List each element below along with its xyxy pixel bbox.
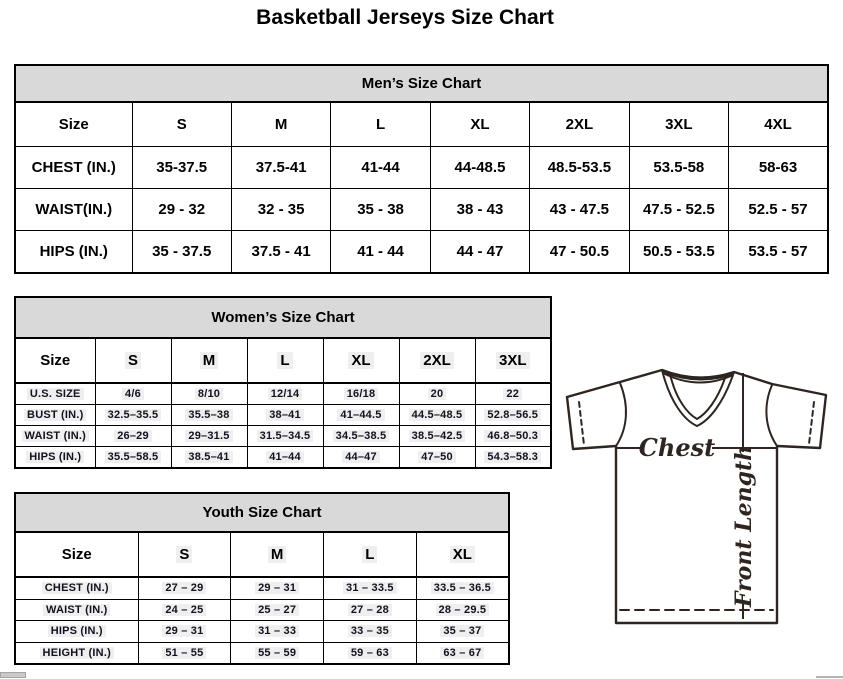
table-cell: 29 – 31	[231, 577, 324, 599]
table-cell: 29 - 32	[132, 189, 231, 231]
column-header: 2XL	[530, 102, 629, 147]
table-row	[15, 231, 828, 274]
table-cell: 27 – 29	[138, 577, 231, 599]
table-cell: 35 - 38	[331, 189, 430, 231]
table-cell: 44.5–48.5	[399, 405, 475, 426]
row-label: WAIST (IN.)	[15, 599, 138, 621]
row-label: CHEST (IN.)	[15, 147, 132, 189]
table-cell: 31 – 33	[231, 621, 324, 643]
table-cell: 25 – 27	[231, 599, 324, 621]
table-title-row	[15, 493, 509, 532]
youth-size-table	[14, 492, 510, 665]
row-label: WAIST(IN.)	[15, 189, 132, 231]
table-cell: 35-37.5	[132, 147, 231, 189]
table-cell: 26–29	[95, 426, 171, 447]
womens-size-table	[14, 296, 552, 469]
table-cell: 32.5–35.5	[95, 405, 171, 426]
table-cell: 54.3–58.3	[475, 447, 551, 469]
table-cell: 38–41	[247, 405, 323, 426]
table-row	[15, 383, 551, 405]
table-cell: 46.8–50.3	[475, 426, 551, 447]
table-cell: 33.5 – 36.5	[416, 577, 509, 599]
table-cell: 16/18	[323, 383, 399, 405]
table-cell: 51 – 55	[138, 642, 231, 664]
table-cell: 53.5-58	[629, 147, 728, 189]
table-cell: 44-48.5	[430, 147, 529, 189]
jersey-outline-icon	[567, 370, 826, 623]
table-cell: 24 – 25	[138, 599, 231, 621]
row-label: HIPS (IN.)	[15, 447, 95, 469]
column-header-row	[15, 532, 509, 577]
table-cell: 48.5-53.5	[530, 147, 629, 189]
table-title: Women’s Size Chart	[15, 297, 551, 338]
column-header-row	[15, 338, 551, 383]
table-cell: 31 – 33.5	[324, 577, 417, 599]
column-header: L	[331, 102, 430, 147]
table-row	[15, 405, 551, 426]
column-header: 4XL	[729, 102, 828, 147]
table-row	[15, 621, 509, 643]
table-cell: 47–50	[399, 447, 475, 469]
mens-size-table	[14, 64, 829, 274]
row-label: HIPS (IN.)	[15, 621, 138, 643]
column-header: XL	[430, 102, 529, 147]
table-cell: 47.5 - 52.5	[629, 189, 728, 231]
row-label: HIPS (IN.)	[15, 231, 132, 274]
horizontal-scrollbar-thumb[interactable]	[0, 672, 26, 678]
table-cell: 43 - 47.5	[530, 189, 629, 231]
row-label: WAIST (IN.)	[15, 426, 95, 447]
row-label: BUST (IN.)	[15, 405, 95, 426]
table-cell: 41-44	[331, 147, 430, 189]
table-cell: 38.5–42.5	[399, 426, 475, 447]
table-cell: 59 – 63	[324, 642, 417, 664]
table-cell: 31.5–34.5	[247, 426, 323, 447]
table-cell: 8/10	[171, 383, 247, 405]
table-cell: 35.5–58.5	[95, 447, 171, 469]
column-header: XL	[416, 532, 509, 577]
table-title-row	[15, 297, 551, 338]
column-header: Size	[15, 532, 138, 577]
column-header: S	[95, 338, 171, 383]
column-header: L	[324, 532, 417, 577]
table-cell: 32 - 35	[231, 189, 330, 231]
column-header: M	[231, 102, 330, 147]
table-row	[15, 599, 509, 621]
table-cell: 44 - 47	[430, 231, 529, 274]
table-cell: 41 - 44	[331, 231, 430, 274]
page-title: Basketball Jerseys Size Chart	[256, 6, 554, 29]
column-header: 3XL	[629, 102, 728, 147]
table-cell: 29–31.5	[171, 426, 247, 447]
table-cell: 53.5 - 57	[729, 231, 828, 274]
table-cell: 63 – 67	[416, 642, 509, 664]
table-cell: 38.5–41	[171, 447, 247, 469]
table-cell: 28 – 29.5	[416, 599, 509, 621]
table-cell: 37.5-41	[231, 147, 330, 189]
table-cell: 52.8–56.5	[475, 405, 551, 426]
table-cell: 50.5 - 53.5	[629, 231, 728, 274]
column-header: 2XL	[399, 338, 475, 383]
table-cell: 20	[399, 383, 475, 405]
horizontal-scrollbar-track	[816, 676, 843, 678]
table-cell: 4/6	[95, 383, 171, 405]
table-cell: 29 – 31	[138, 621, 231, 643]
column-header: XL	[323, 338, 399, 383]
table-cell: 44–47	[323, 447, 399, 469]
row-label: U.S. SIZE	[15, 383, 95, 405]
row-label: CHEST (IN.)	[15, 577, 138, 599]
column-header: Size	[15, 102, 132, 147]
table-cell: 41–44	[247, 447, 323, 469]
column-header: 3XL	[475, 338, 551, 383]
column-header-row	[15, 102, 828, 147]
table-row	[15, 577, 509, 599]
table-cell: 47 - 50.5	[530, 231, 629, 274]
table-cell: 41–44.5	[323, 405, 399, 426]
row-label: HEIGHT (IN.)	[15, 642, 138, 664]
chest-label: Chest	[638, 433, 716, 462]
table-cell: 12/14	[247, 383, 323, 405]
table-row	[15, 642, 509, 664]
table-cell: 52.5 - 57	[729, 189, 828, 231]
table-cell: 34.5–38.5	[323, 426, 399, 447]
column-header: S	[138, 532, 231, 577]
table-cell: 27 – 28	[324, 599, 417, 621]
table-cell: 35 – 37	[416, 621, 509, 643]
table-cell: 35.5–38	[171, 405, 247, 426]
column-header: Size	[15, 338, 95, 383]
column-header: M	[171, 338, 247, 383]
table-row	[15, 447, 551, 469]
table-cell: 35 - 37.5	[132, 231, 231, 274]
table-cell: 22	[475, 383, 551, 405]
column-header: M	[231, 532, 324, 577]
table-row	[15, 426, 551, 447]
jersey-measurement-diagram	[550, 360, 843, 679]
table-title-row	[15, 65, 828, 102]
table-cell: 38 - 43	[430, 189, 529, 231]
column-header: L	[247, 338, 323, 383]
table-cell: 37.5 - 41	[231, 231, 330, 274]
table-title: Men’s Size Chart	[15, 65, 828, 102]
table-title: Youth Size Chart	[15, 493, 509, 532]
table-row	[15, 189, 828, 231]
table-cell: 55 – 59	[231, 642, 324, 664]
front-length-label: Front Length	[731, 444, 757, 608]
column-header: S	[132, 102, 231, 147]
table-cell: 58-63	[729, 147, 828, 189]
table-cell: 33 – 35	[324, 621, 417, 643]
table-row	[15, 147, 828, 189]
